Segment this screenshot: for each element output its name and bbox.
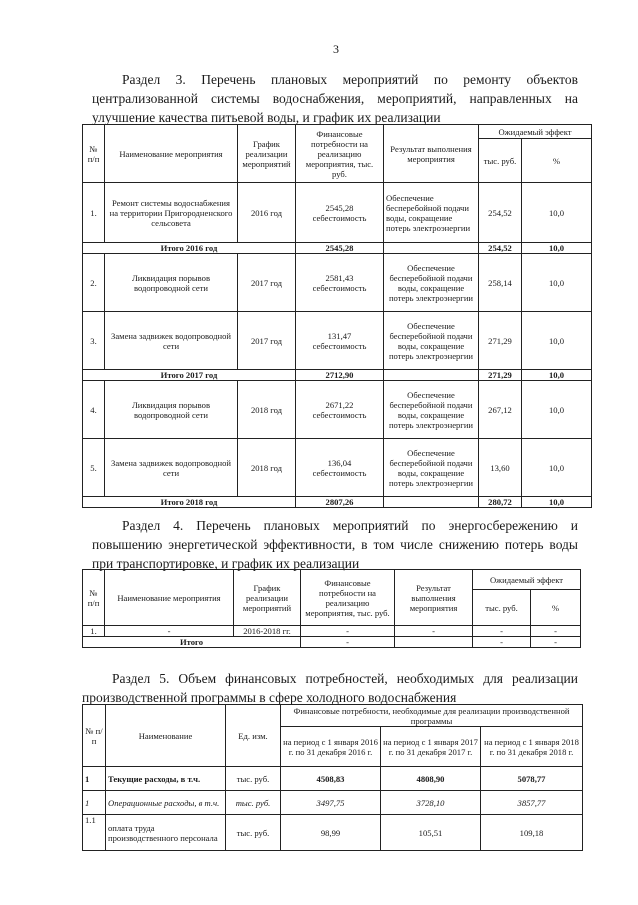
cell-cost: - (301, 626, 395, 637)
cell-num: 4. (83, 381, 105, 439)
total-effect: 280,72 (479, 497, 522, 508)
col-header-period-2016: на период с 1 января 2016 г. по 31 декабря 2016 г. (281, 727, 381, 767)
cell-schedule: 2016-2018 гг. (234, 626, 301, 637)
cell-value-2017: 3728,10 (381, 791, 481, 815)
cell-year: 2018 год (238, 439, 296, 497)
heading-line: производственной программы в сфере холодного водоснабжения (82, 690, 457, 705)
cost-note: себестоимость (312, 282, 367, 293)
total-effect: 254,52 (479, 243, 522, 254)
cell-name: Замена задвижек водопроводной сети (105, 312, 238, 370)
cell-unit: тыс. руб. (226, 815, 281, 851)
col-header-effect: Ожидаемый эффект (479, 125, 592, 139)
table-row (83, 312, 592, 370)
total-cost: 2545,28 (296, 243, 384, 254)
total-row (83, 370, 592, 381)
cell-name: оплата труда производственного персонала (106, 815, 226, 851)
total-label: Итого 2017 год (83, 370, 296, 381)
cost-value: 2545,28 (325, 202, 354, 213)
section-3-table (82, 124, 592, 508)
section-4-heading (92, 516, 578, 573)
cost-value: 2671,22 (325, 399, 354, 410)
heading-line: Раздел 3. Перечень плановых мероприятий по ремонту объектов (122, 72, 578, 87)
cell-value-2017: 4808,90 (381, 767, 481, 791)
cell-percent: 10,0 (522, 312, 592, 370)
cell-effect: - (473, 626, 531, 637)
col-header-schedule: График реализации мероприятий (234, 570, 301, 626)
cell-cost (296, 381, 384, 439)
cell-value-2016: 4508,83 (281, 767, 381, 791)
total-percent: 10,0 (522, 243, 592, 254)
cell-cost (296, 254, 384, 312)
total-percent: 10,0 (522, 370, 592, 381)
total-row (83, 243, 592, 254)
col-header-result: Результат выполнения мероприятия (395, 570, 473, 626)
total-percent: 10,0 (522, 497, 592, 508)
table-row (83, 254, 592, 312)
col-header-num: № п/п (83, 705, 106, 767)
cell-result: Обеспечение бесперебойной подачи воды, сокращение потерь электроэнергии (384, 439, 479, 497)
col-header-thousand: тыс. руб. (479, 139, 522, 183)
table-row (83, 381, 592, 439)
cell-name: Ремонт системы водоснабжения на территории Пригородненского сельсовета (105, 183, 238, 243)
heading-line: при транспортировке, и график их реализации (92, 556, 360, 571)
col-header-name: Наименование мероприятия (105, 125, 238, 183)
col-header-name: Наименование (106, 705, 226, 767)
cell-value-2016: 3497,75 (281, 791, 381, 815)
cell-value-2017: 105,51 (381, 815, 481, 851)
cell-value-2018: 5078,77 (481, 767, 583, 791)
heading-line: повышению энергетической эффективности, в том числе снижению потерь воды (92, 537, 578, 552)
section-5-table (82, 704, 583, 851)
cost-value: 136,04 (327, 457, 352, 468)
total-label: Итого 2016 год (83, 243, 296, 254)
cell-unit: тыс. руб. (226, 791, 281, 815)
table-row (83, 767, 583, 791)
cell-name: Ликвидация порывов водопроводной сети (105, 254, 238, 312)
cell-result: Обеспечение бесперебойной подачи воды, сокращение потерь электроэнергии (384, 183, 479, 243)
cell-name: Замена задвижек водопроводной сети (105, 439, 238, 497)
col-header-result: Результат выполнения мероприятия (384, 125, 479, 183)
cost-note: себестоимость (312, 340, 367, 351)
cell-effect: 267,12 (479, 381, 522, 439)
total-cost: - (301, 637, 395, 648)
cell-name: Ликвидация порывов водопроводной сети (105, 381, 238, 439)
cell-result: Обеспечение бесперебойной подачи воды, сокращение потерь электроэнергии (384, 312, 479, 370)
cell-result: - (395, 626, 473, 637)
cell-effect: 258,14 (479, 254, 522, 312)
col-header-finance: Финансовые потребности, необходимые для реализации производственной программы (281, 705, 583, 727)
cell-percent: - (531, 626, 581, 637)
col-header-num: № п/п (83, 125, 105, 183)
cell-num: 2. (83, 254, 105, 312)
cell-year: 2016 год (238, 183, 296, 243)
total-effect: - (473, 637, 531, 648)
cell-num: 1.1 (83, 815, 106, 851)
cell-num: 1 (83, 767, 106, 791)
cost-note: себестоимость (312, 467, 367, 478)
cell-percent: 10,0 (522, 439, 592, 497)
col-header-schedule: График реализации мероприятий (238, 125, 296, 183)
cell-name: Операционные расходы, в т.ч. (106, 791, 226, 815)
section-3-heading (92, 70, 578, 127)
col-header-unit: Ед. изм. (226, 705, 281, 767)
cell-num: 1. (83, 626, 105, 637)
cell-cost (296, 439, 384, 497)
heading-line: улучшение качества питьевой воды, и график их реализации (92, 110, 441, 125)
heading-line: централизованной системы водоснабжения, мероприятий, направленных на (92, 91, 578, 106)
cell-num: 1. (83, 183, 105, 243)
cell-value-2016: 98,99 (281, 815, 381, 851)
cell-year: 2017 год (238, 312, 296, 370)
cell-percent: 10,0 (522, 183, 592, 243)
cost-value: 2581,43 (325, 272, 354, 283)
heading-line: Раздел 5. Объем финансовых потребностей, необходимых для реализации (112, 671, 578, 686)
cell-cost (296, 183, 384, 243)
cost-value: 131,47 (327, 330, 352, 341)
total-label: Итого 2018 год (83, 497, 296, 508)
cell-result: Обеспечение бесперебойной подачи воды, сокращение потерь электроэнергии (384, 254, 479, 312)
cell-year: 2017 год (238, 254, 296, 312)
cell-effect: 271,29 (479, 312, 522, 370)
table-row (83, 791, 583, 815)
cell-num: 3. (83, 312, 105, 370)
total-row (83, 637, 581, 648)
col-header-percent: % (531, 590, 581, 626)
total-label: Итого (83, 637, 301, 648)
cost-note: себестоимость (312, 212, 367, 223)
cell-num: 1 (83, 791, 106, 815)
total-row (83, 497, 592, 508)
col-header-percent: % (522, 139, 592, 183)
total-cost: 2712,90 (296, 370, 384, 381)
table-row (83, 626, 581, 637)
cell-value-2018: 109,18 (481, 815, 583, 851)
col-header-period-2018: на период с 1 января 2018 г. по 31 декабря 2018 г. (481, 727, 583, 767)
cell-effect: 254,52 (479, 183, 522, 243)
cell-effect: 13,60 (479, 439, 522, 497)
total-percent: - (531, 637, 581, 648)
cost-note: себестоимость (312, 409, 367, 420)
cell-year: 2018 год (238, 381, 296, 439)
table-row (83, 439, 592, 497)
page-number: 3 (333, 42, 339, 56)
col-header-finance: Финансовые потребности на реализацию мероприятия, тыс. руб. (296, 125, 384, 183)
col-header-thousand: тыс. руб. (473, 590, 531, 626)
cell-name: Текущие расходы, в т.ч. (106, 767, 226, 791)
col-header-num: № п/п (83, 570, 105, 626)
col-header-effect: Ожидаемый эффект (473, 570, 581, 590)
cell-result: Обеспечение бесперебойной подачи воды, сокращение потерь электроэнергии (384, 381, 479, 439)
col-header-period-2017: на период с 1 января 2017 г. по 31 декабря 2017 г. (381, 727, 481, 767)
cell-unit: тыс. руб. (226, 767, 281, 791)
heading-line: Раздел 4. Перечень плановых мероприятий по энергосбережению и (122, 518, 578, 533)
section-5-heading (82, 669, 578, 707)
col-header-name: Наименование мероприятия (105, 570, 234, 626)
table-row (83, 815, 583, 851)
cell-percent: 10,0 (522, 254, 592, 312)
total-cost: 2807,26 (296, 497, 384, 508)
col-header-finance: Финансовые потребности на реализацию мероприятия, тыс. руб. (301, 570, 395, 626)
table-row (83, 183, 592, 243)
section-4-table (82, 569, 581, 648)
cell-num: 5. (83, 439, 105, 497)
cell-name: - (105, 626, 234, 637)
cell-percent: 10,0 (522, 381, 592, 439)
cell-value-2018: 3857,77 (481, 791, 583, 815)
total-effect: 271,29 (479, 370, 522, 381)
cell-cost (296, 312, 384, 370)
